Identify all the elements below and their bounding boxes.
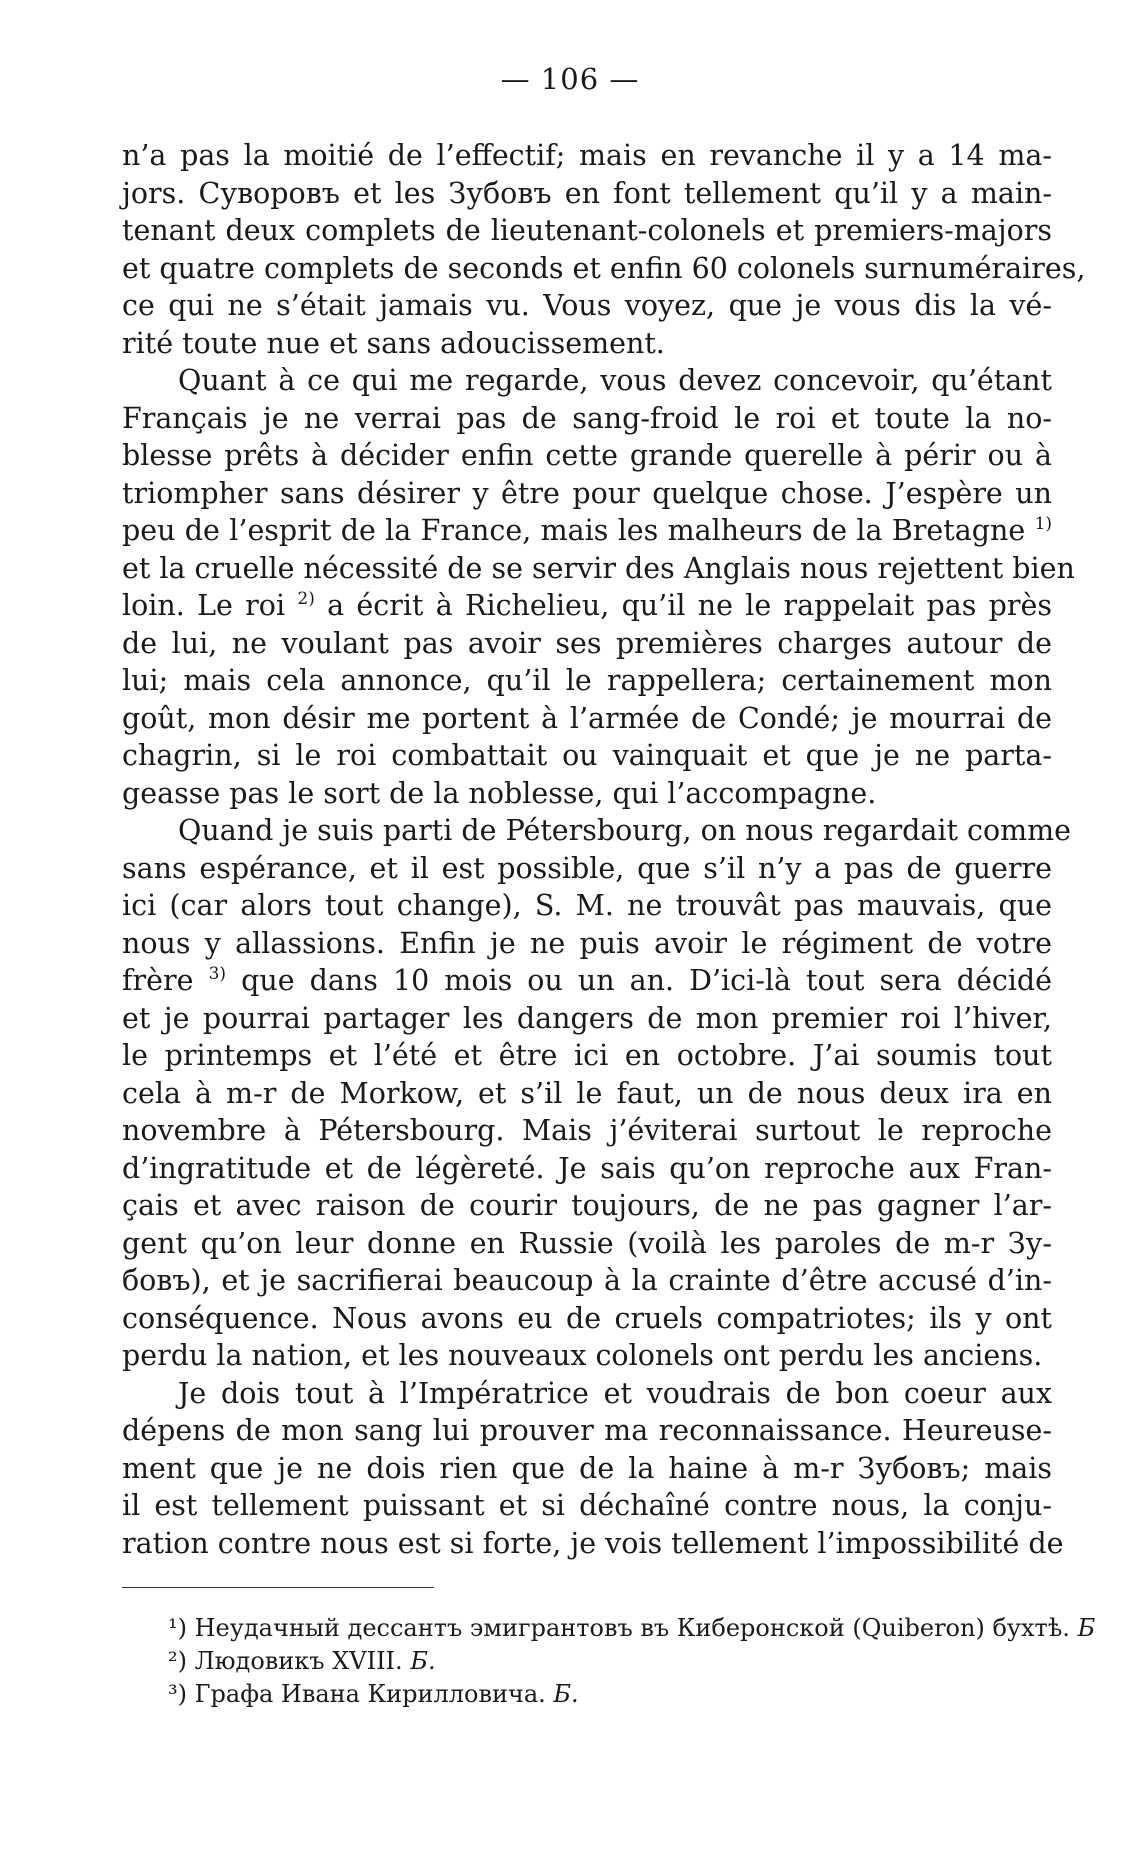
text-segment: loin. Le roi <box>122 589 286 622</box>
text-line: cela à m-r de Morkow, et s’il le faut, un de nous deux ira en <box>122 1076 1052 1110</box>
text-line: Français je ne verrai pas de sang-froid le roi et toute la no- <box>122 401 1052 435</box>
text-segment: Je dois tout à l’Impératrice et voudrais de bon coeur aux <box>178 1376 1052 1410</box>
page-number: — 106 — <box>500 62 640 96</box>
text-line: goût, mon désir me portent à l’armée de Condé; je mourrai de <box>122 701 1052 735</box>
text-line <box>122 812 1072 850</box>
footnote-mark: ³) <box>168 1680 187 1708</box>
text-line: et la cruelle nécessité de se servir des Anglais nous rejettent bien <box>122 551 1075 585</box>
footnote-editor: Б <box>1077 1614 1096 1642</box>
text-line: novembre à Pétersbourg. Mais j’éviterai surtout le reproche <box>122 1114 1052 1147</box>
text-line <box>122 1375 1052 1413</box>
footnote-2 <box>168 1645 1048 1678</box>
text-line: de lui, ne voulant pas avoir ses premières charges autour de <box>122 626 1052 660</box>
footnote-1 <box>168 1612 1096 1645</box>
footnote-text: Графа Ивана Кирилловича. <box>194 1680 546 1708</box>
text-line: lui; mais cela annonce, qu’il le rappellera; certainement mon <box>122 664 1052 697</box>
text-segment: que dans 10 mois ou un an. D’ici-là tout sera décidé <box>241 964 1052 997</box>
text-line: il est tellement puissant et si déchaîné contre nous, la conju- <box>122 1489 1052 1522</box>
text-line: blesse prêts à décider enfin cette grande querelle à périr ou à <box>122 439 1052 472</box>
text-line: jors. Суворовъ et les Зубовъ en font tellement qu’il y a main- <box>122 176 1052 210</box>
text-line: çais et avec raison de courir toujours, de ne pas gagner l’ar- <box>122 1189 1052 1222</box>
paragraph-2 <box>122 362 1075 812</box>
text-line <box>122 962 1052 1000</box>
footnote-3 <box>168 1678 1048 1711</box>
footnote-editor: Б. <box>410 1647 436 1675</box>
text-line: triompher sans désirer y être pour quelque chose. J’espère un <box>122 476 1052 510</box>
text-line: le printemps et l’été et être ici en octobre. J’ai soumis tout <box>122 1039 1052 1072</box>
text-line: geasse pas le sort de la noblesse, qui l’accompagne. <box>122 776 877 810</box>
text-line <box>122 512 1052 550</box>
footnote-mark: ²) <box>168 1647 187 1675</box>
text-line: d’ingratitude et de légèreté. Je sais qu’on reproche aux Fran- <box>122 1151 1052 1185</box>
text-line: chagrin, si le roi combattait ou vainquait et que je ne parta- <box>122 739 1052 772</box>
text-line: et quatre complets de seconds et enfin 60 colonels surnuméraires, <box>122 251 1086 285</box>
paragraph-1 <box>122 137 1086 362</box>
text-line: ration contre nous est si forte, je vois tellement l’impossibilité de <box>122 1526 1064 1560</box>
text-segment: peu de l’esprit de la France, mais les malheurs de la Bretagne <box>122 514 1026 547</box>
footnotes <box>168 1612 1096 1711</box>
text-line: sans espérance, et il est possible, que s’il n’y a pas de guerre <box>122 851 1052 885</box>
footnote-divider <box>122 1587 434 1588</box>
text-line: conséquence. Nous avons eu de cruels compatriotes; ils y ont <box>122 1301 1052 1335</box>
footnote-ref-1: 1) <box>1034 514 1053 534</box>
footnote-ref-3: 3) <box>208 964 227 984</box>
text-line <box>122 587 1052 625</box>
paragraph-4 <box>122 1375 1064 1563</box>
footnote-ref-2: 2) <box>297 589 315 609</box>
body-text <box>122 137 1086 1562</box>
text-line: nous y allassions. Enfin je ne puis avoir le régiment de votre <box>122 926 1052 960</box>
text-line: ici (car alors tout change), S. M. ne trouvât pas mauvais, que <box>122 889 1052 922</box>
footnote-text: Людовикъ XVIII. <box>194 1647 403 1675</box>
text-line <box>122 362 1052 400</box>
footnote-text: Неудачный дессантъ эмигрантовъ въ Киберонской (Quiberon) бухтѣ. <box>194 1614 1070 1642</box>
text-line: perdu la nation, et les nouveaux colonels ont perdu les anciens. <box>122 1339 1043 1372</box>
text-line: бовъ), et je sacrifierai beaucoup à la crainte d’être accusé d’in- <box>122 1264 1052 1297</box>
text-line: gent qu’on leur donne en Russie (voilà les paroles de m-r Зу- <box>122 1226 1052 1260</box>
text-segment: frère <box>122 964 194 997</box>
footnote-mark: ¹) <box>168 1614 187 1642</box>
text-segment: a écrit à Richelieu, qu’il ne le rappelait pas près <box>327 589 1052 622</box>
text-segment: Quant à ce qui me regarde, vous devez concevoir, qu’étant <box>178 364 1052 397</box>
text-line: tenant deux complets de lieutenant-colonels et premiers-majors <box>122 214 1052 247</box>
text-line: ce qui ne s’était jamais vu. Vous voyez, que je vous dis la vé- <box>122 289 1052 322</box>
text-line: dépens de mon sang lui prouver ma reconnaissance. Heureuse- <box>122 1414 1052 1447</box>
text-line: et je pourrai partager les dangers de mon premier roi l’hiver, <box>122 1001 1052 1035</box>
text-line: ment que je ne dois rien que de la haine à m-r Зубовъ; mais <box>122 1451 1052 1485</box>
text-line: n’a pas la moitié de l’effectif; mais en revanche il y a 14 ma- <box>122 139 1052 172</box>
footnote-editor: Б. <box>553 1680 579 1708</box>
paragraph-3 <box>122 812 1072 1375</box>
text-segment: Quand je suis parti de Pétersbourg, on nous regardait comme <box>178 814 1072 847</box>
text-line: rité toute nue et sans adoucissement. <box>122 326 665 360</box>
